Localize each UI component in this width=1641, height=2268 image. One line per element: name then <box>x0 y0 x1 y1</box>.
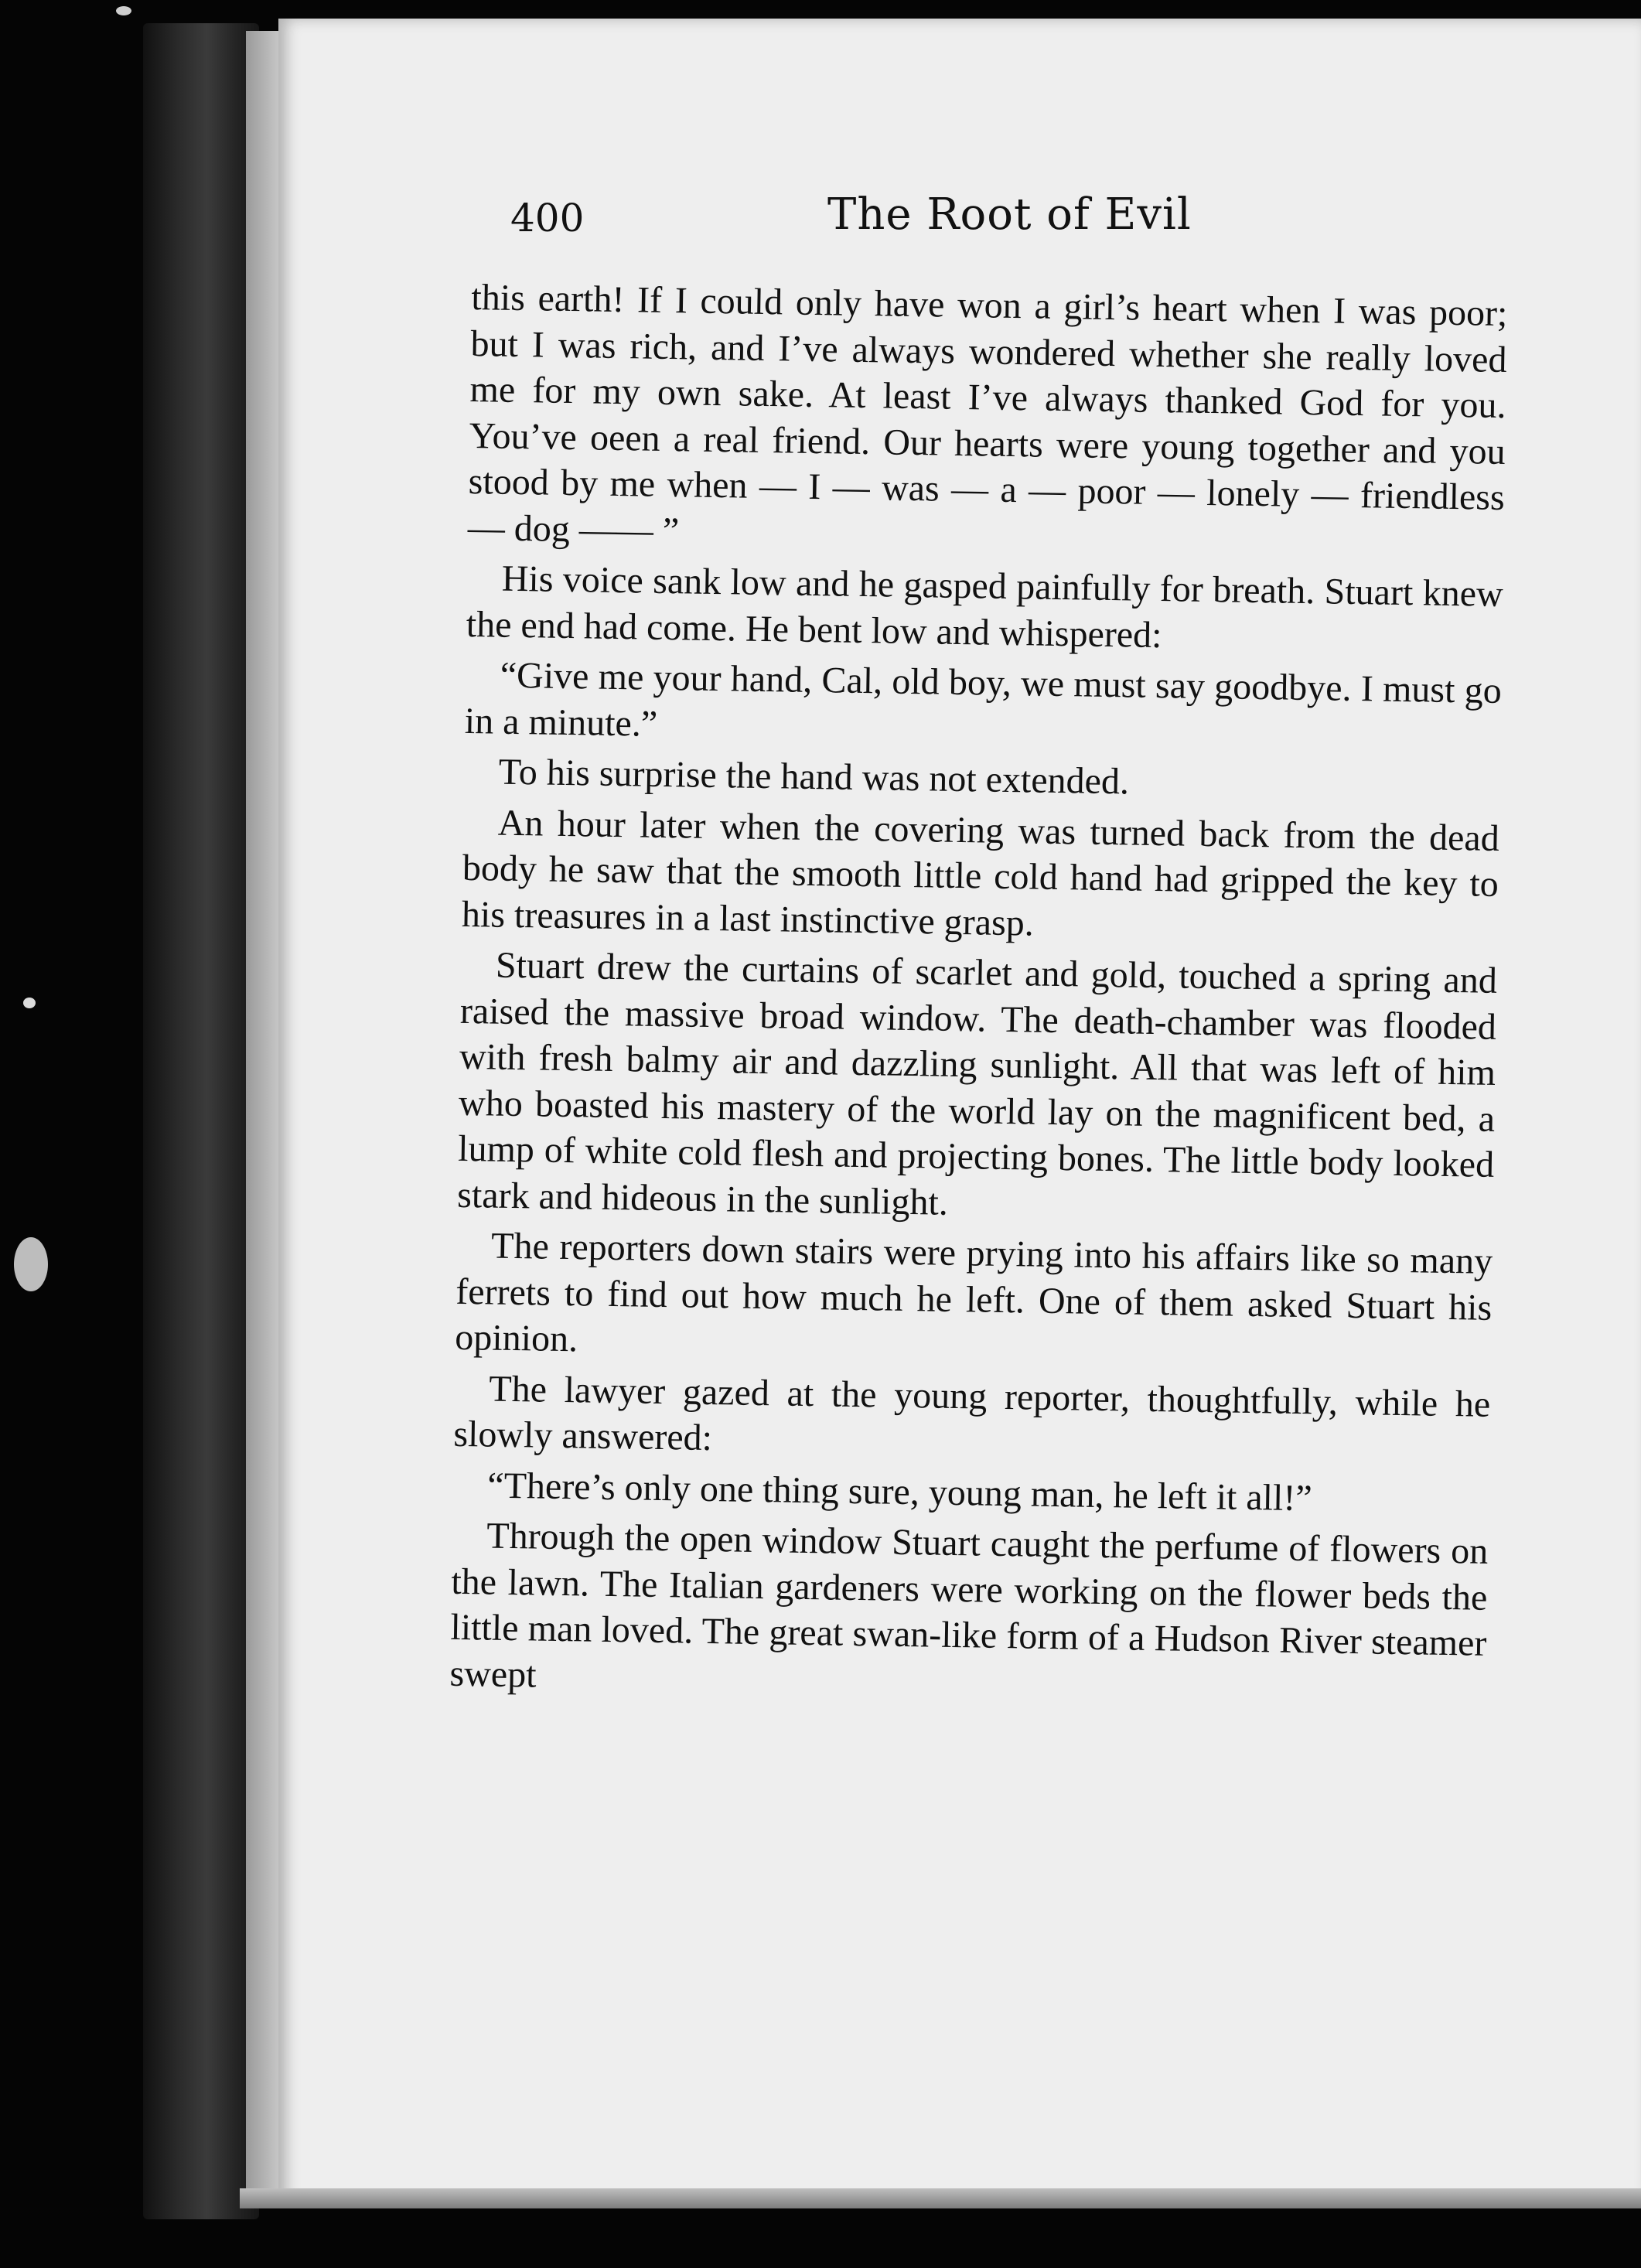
paragraph: Stuart drew the curtains of scarlet and gold, touched a spring and raised the massive broad window. The death-chamber was flooded with fresh balmy air and dazzling sunlight. All that was left of him who boasted his mastery of the world lay on the magnificent bed, a lump of white cold flesh and projecting bones. The little body looked stark and hideous in the sunlight. <box>456 944 1498 1223</box>
paragraph: Through the open window Stuart caught the perfume of flowers on the lawn. The Italian gardeners were working on the flower beds the little man loved. The great swan-like form of a Hudson River steamer swept <box>449 1515 1489 1696</box>
dust-speck <box>116 6 131 15</box>
paragraph: this earth! If I could only have won a girl’s heart when I was poor; but I was rich, and I’ve always wondered whether she really loved me for my own sake. At least I’ve always thanked God for you. You’ve oeen a real friend. Our hearts were young together and you stood by me when — I — was — a — poor — lonely — friendless — dog —— ” <box>467 276 1508 551</box>
page-header <box>510 189 1222 251</box>
paragraph: His voice sank low and he gasped painfully for breath. Stuart knew the end had come. He bent low and whispered: <box>466 558 1504 656</box>
page-bottom-edge <box>240 2188 1641 2208</box>
page-number: 400 <box>510 196 585 240</box>
body-text <box>449 275 1508 1717</box>
paragraph: The lawyer gazed at the young reporter, thoughtfully, while he slowly answered: <box>453 1368 1491 1459</box>
paragraph: “Give me your hand, Cal, old boy, we must say goodbye. I must go in a minute.” <box>464 654 1503 745</box>
running-title: The Root of Evil <box>827 189 1192 240</box>
paragraph: The reporters down stairs were prying into his affairs like so many ferrets to find out how much he left. One of them asked Stuart his opinion. <box>454 1225 1493 1360</box>
paragraph: To his surprise the hand was not extended. <box>498 751 1130 803</box>
dust-speck <box>23 998 36 1008</box>
dust-speck <box>14 1237 48 1291</box>
paragraph: “There’s only one thing sure, young man, he left it all!” <box>486 1465 1313 1519</box>
book-spine <box>143 23 259 2219</box>
paragraph: An hour later when the covering was turned back from the dead body he saw that the smooth little cold hand had gripped the key to his treasures in a last instinctive grasp. <box>461 802 1500 944</box>
